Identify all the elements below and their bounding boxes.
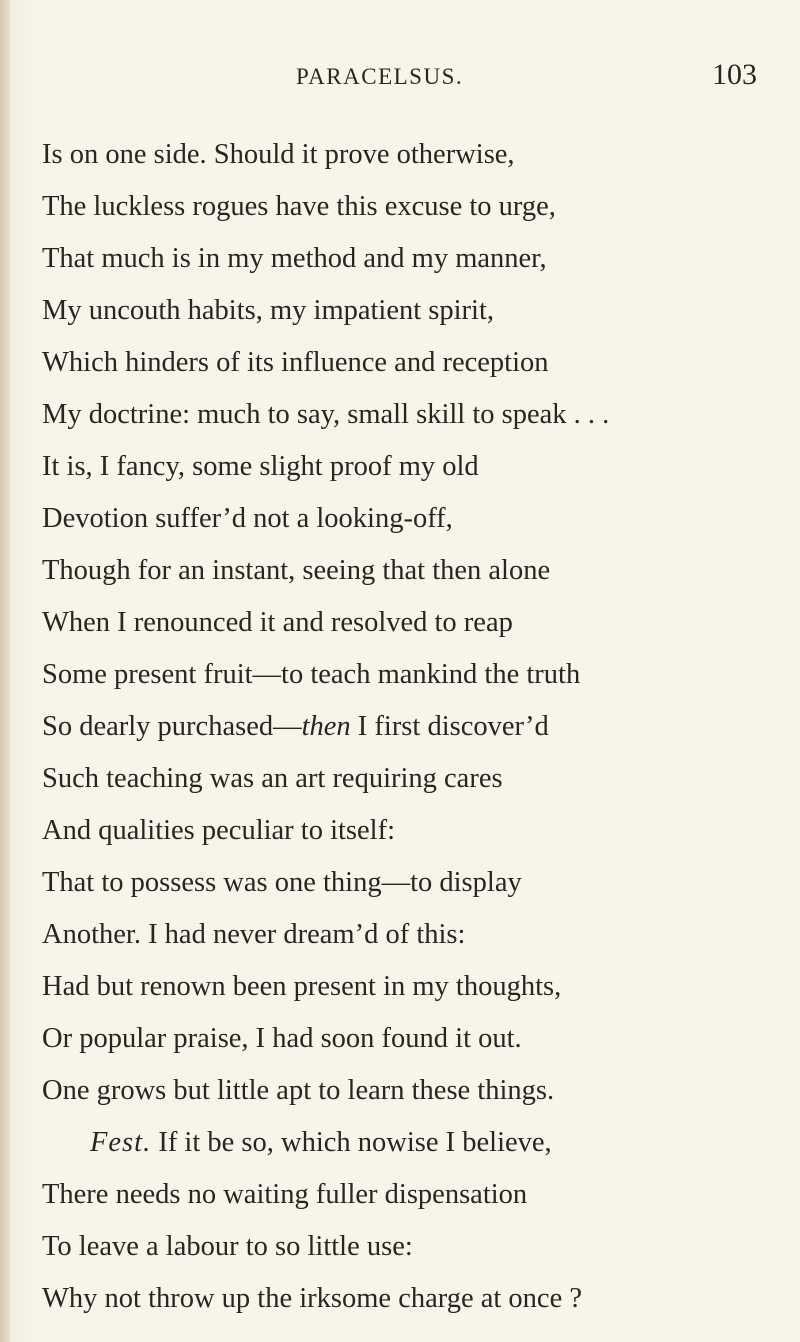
verse-line: Such teaching was an art requiring cares [42, 763, 503, 794]
verse-line: That much is in my method and my manner, [42, 243, 547, 274]
verse-line: Another. I had never dream’d of this: [42, 919, 466, 950]
verse-line: Though for an instant, seeing that then alone [42, 555, 551, 586]
verse-line: To leave a labour to so little use: [42, 1231, 413, 1262]
verse-text: If it be so, which nowise I believe, [151, 1127, 552, 1158]
verse-line: One grows but little apt to learn these things. [42, 1075, 555, 1106]
verse-line: Is on one side. Should it prove otherwise, [42, 139, 515, 170]
verse-line [90, 1125, 552, 1161]
verse-line: My uncouth habits, my impatient spirit, [42, 295, 495, 326]
binding-edge [0, 0, 10, 1342]
verse-line: Which hinders of its influence and reception [42, 347, 549, 378]
verse-line: Some present fruit—to teach mankind the truth [42, 659, 581, 690]
verse-line: Had but renown been present in my thoughts, [42, 971, 562, 1002]
verse-line [42, 709, 549, 745]
verse-line: My doctrine: much to say, small skill to speak . . . [42, 399, 610, 430]
verse-text: So dearly purchased— [42, 711, 302, 742]
verse-line: There needs no waiting fuller dispensation [42, 1179, 528, 1210]
verse-line: That to possess was one thing—to display [42, 867, 522, 898]
verse-line: Why not throw up the irksome charge at once ? [42, 1283, 583, 1314]
speaker-name: Fest. [90, 1127, 152, 1158]
verse-text: I first discover’d [350, 711, 549, 742]
verse-line: Devotion suffer’d not a looking-off, [42, 503, 453, 534]
page-header [0, 58, 800, 98]
verse-line: Or popular praise, I had soon found it out. [42, 1023, 522, 1054]
running-head: PARACELSUS. [296, 64, 464, 89]
verse-line: And qualities peculiar to itself: [42, 815, 395, 846]
verse-line: The luckless rogues have this excuse to urge, [42, 191, 556, 222]
italic-emphasis: then [301, 711, 351, 742]
verse-line: It is, I fancy, some slight proof my old [42, 451, 479, 482]
verse-line: When I renounced it and resolved to reap [42, 607, 513, 638]
page-number: 103 [712, 58, 757, 91]
